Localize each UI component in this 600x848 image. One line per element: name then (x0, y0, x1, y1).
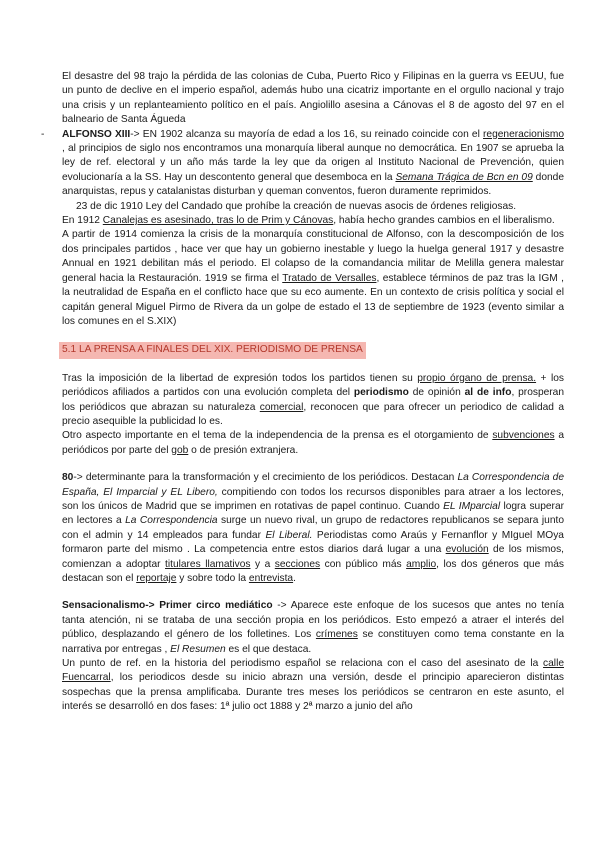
spacer (62, 458, 564, 471)
paragraph-sensacionalismo: Sensacionalismo-> Primer circo mediático -> Aparece este enfoque de los sucesos que antes no tenía tanta atención, ni se trataba de una sección propia en los periódicos. Esto empezó a atraer el interés del público, desplazando el género de los folletines. Los crímenes se constituyen como tema constante en la narrativa por entregas , El Resumen es el que destaca. (62, 600, 565, 655)
spacer (62, 586, 564, 599)
paragraph-alfonso-xiii: ALFONSO XIII-> EN 1902 alcanza su mayoría de edad a los 16, su reinado coincide con el regeneracionismo , al principios de siglo nos encontramos una monarquía liberal aunque no democrática. En 1907 se aprueba la ley de ref. electoral y un año más tarde la ley que da origen al Instituto Nacional de Prevención, quien evolucionaría a la SS. Hay un descontento general que desemboca en la Semana Trágica de Bcn en 09 donde anarquistas, repus y catalanistas disturban y queman conventos, fueron duramente reprimidos. (62, 128, 564, 198)
underline-crimenes: crímenes (315, 629, 358, 641)
underline-titulares: titulares llamativos (165, 558, 251, 570)
underline-entrevista: entrevista (248, 573, 294, 584)
spacer (62, 359, 564, 372)
underline-tratado-versalles: Tratado de Versalles (282, 272, 377, 284)
underline-secciones: secciones (274, 558, 321, 570)
paragraph-libertad-expresion: Tras la imposición de la libertad de expresión todos los partidos tienen su propio órgano de prensa. + los periódicos afiliados a partidos con una evolución completa del periodismo de opinión al de info, prosperan los periódicos que abrazan su naturaleza comercial, reconocen que para ofrecer un periodico de calidad a precio asequible la publicidad lo es. (62, 372, 565, 427)
paragraph-crisis-monarquia: A partir de 1914 comienza la crisis de la monarquía constitucional de Alfonso, con la descomposición de los dos principales partidos , hace ver que hay un gobierno inestable y luego la huelga general 1917 y desastre Annual en 1921 debilitan más el periodo. El colapso de la comandancia militar de Melilla genera malestar general hacia la Restauración. 1919 se firma el Tratado de Versalles, establece términos de paz tras la IGM , la neutralidad de España en el conflicto hace que su eco aumente. En un contexto de crisis política y social el capitán general Miguel Pirmo de Rivera da un golpe de estado el 13 de septiembre de 1923 (evento similar a los comunes en el S.XIX) (62, 229, 565, 327)
section-heading-text: 5.1 LA PRENSA A FINALES DEL XIX. PERIODISMO DE PRENSA (59, 342, 366, 358)
paragraph-ochenta: 80-> determinante para la transformación y el crecimiento de los periódicos. Destacan La Correspondencia de España, El Imparcial y EL Libero, compitiendo con todos los recursos disponibles para atraer a los lectores, son los únicos de Madrid que se imprimen en rotativas de papel continuo. Cuando EL IMparcial logra superar en lectores a La Correspondencia surge un nuevo rival, un grupo de redactores republicanos se separa junto con el admin y 14 empleados para fundar El Liberal. Periodistas como Araús y Fernanflor y MIguel MOya formaron parte del mismo . La competencia entre estos diarios dará lugar a una evolución de los mismos, comienzan a adoptar titulares llamativos y a secciones con público más amplio, los dos géneros que más destacan son el reportaje y sobre todo la entrevista. (62, 472, 565, 584)
document-body (41, 70, 565, 715)
underline-regeneracionismo: regeneracionismo (483, 128, 564, 140)
paragraph-desastre-98 (62, 70, 564, 128)
underline-organo-prensa: propio órgano de prensa. (417, 372, 537, 384)
underline-semana-tragica: Semana Trágica de Bcn en 09 (395, 171, 533, 183)
paragraph-subvenciones: Otro aspecto importante en el tema de la independencia de la prensa es el otorgamiento de subvenciones a periódicos por parte del gob o de presión extranjera. (62, 430, 564, 456)
paragraph-canalejas: En 1912 Canalejas es asesinado, tras lo de Prim y Cánovas, había hecho grandes cambios en el liberalismo. (62, 215, 555, 227)
italic-diarios: La Correspondencia de España, El Imparcial y EL Libero, (62, 472, 564, 498)
italic-la-correspondencia: La Correspondencia (125, 515, 218, 527)
underline-amplio: amplio (406, 558, 437, 570)
paragraph-fuencarral: Un punto de ref. en la historia del periodismo español se relaciona con el caso del asesinato de la calle Fuencarral, los periodicos desde su inicio abrazn una versión, desde el principio aparecieron distintas sospechas que la prensa amplificaba. Durante tres meses los periódicos se centraron en este asunto, el interés se desarrolló en dos fases: 1ª julio oct 1888 y 2ª marzo a junio del año (62, 658, 564, 713)
underline-gob: gob (171, 444, 189, 456)
italic-el-liberal: El Liberal. (265, 529, 313, 541)
bold-80: 80 (62, 472, 74, 484)
underline-comercial: comercial (259, 401, 304, 413)
italic-el-resumen: El Resumen (170, 643, 226, 655)
bold-sensacionalismo: Sensacionalismo-> Primer circo mediático (62, 600, 273, 612)
paragraph-text: El desastre del 98 trajo la pérdida de las colonias de Cuba, Puerto Rico y Filipinas en la guerra vs EEUU, fue un punto de declive en el imperio español, además hubo una cicatriz importante en el orgullo nacional y trajo una crisis y un replanteamiento político en el país. Angiolillo asesina a Cánovas el 8 de agosto del 97 en el balneario de Santa Águeda (62, 71, 564, 126)
section-heading (62, 342, 564, 358)
underline-subvenciones: subvenciones (492, 430, 555, 442)
paragraph-ley-candado: 23 de dic 1910 Ley del Candado que prohíbe la creación de nuevas asocis de órdenes religiosas. (76, 200, 517, 212)
underline-canalejas: Canalejas es asesinado, tras lo de Prim y Cánovas (102, 215, 334, 227)
underline-reportaje: reportaje (136, 573, 177, 584)
underline-evolucion: evolución (445, 544, 489, 556)
bold-periodismo: periodismo (353, 387, 409, 399)
bold-al-de-info: al de info (464, 387, 512, 399)
underline-calle-fuencarral: calle Fuencarral (62, 658, 564, 684)
italic-el-imparcial: EL IMparcial (443, 500, 501, 512)
bullet-alfonso-xiii (41, 128, 564, 200)
spacer (62, 329, 564, 342)
bullet-dash: - (41, 128, 45, 140)
bold-alfonso-name: ALFONSO XIII (62, 128, 131, 140)
